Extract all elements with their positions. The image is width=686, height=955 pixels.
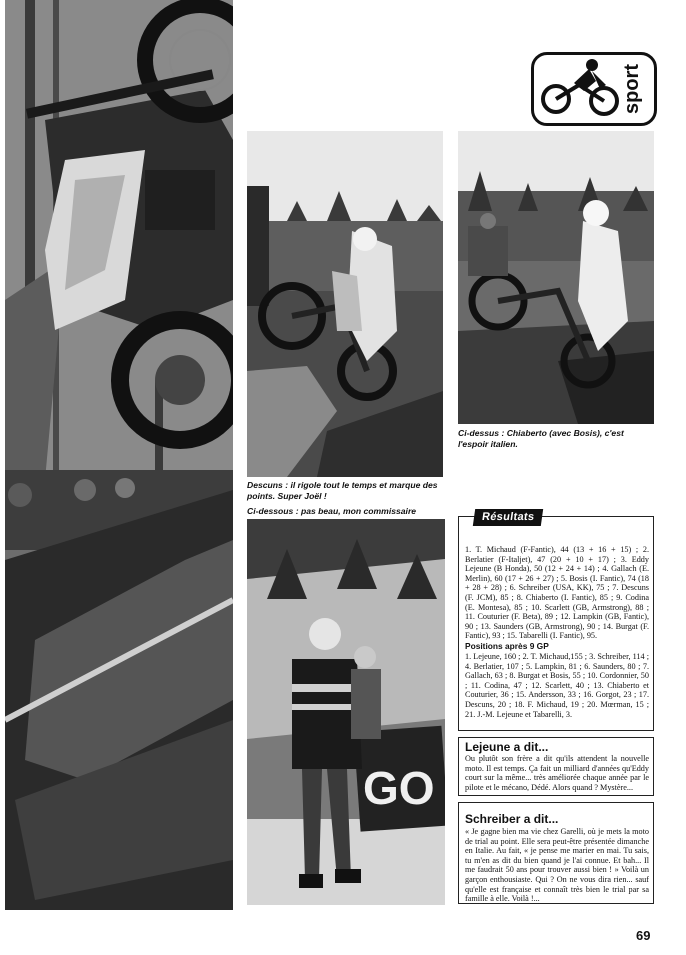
rider-descuns-rocks-photo xyxy=(247,131,443,477)
lejeune-text: Ou plutôt son frère a dit qu'ils attendent la nouvelle moto. Il est temps. Ça fait un milliard d'années qu'Eddy court sur la même... très améliorée chaque année par le pilote et le mécano, Dédé. Alors quand ? Mystère... xyxy=(465,754,649,792)
sport-logo xyxy=(531,52,657,126)
caption-commissaire: Ci-dessous : pas beau, mon commissaire xyxy=(247,506,417,516)
lejeune-title: Lejeune a dit... xyxy=(465,740,549,754)
results-text: 1. T. Michaud (F-Fantic), 44 (13 + 16 + 15) ; 2. Berlatier (F-Italjet), 47 (20 + 10 + 17) ; 3. Eddy Lejeune (B Honda), 50 (12 + 24 + 14) ; 4. Gallach (E. Merlin), 60 (17 + 26 + 27) ; 5. Bosis (I. Fantic), 74 (18 + 28 + 28) ; 6. Schreiber (USA, KK), 75 ; 7. Descuns (F. JCM), 85 ; 8. Chiaberto (I. Fantic), 85 ; 9. Codina (E. Montesa), 85 ; 10. Scarlett (GB, Armstrong), 88 ; 11. Couturier (F. Beta), 89 ; 12. Lampkin (GB, Fantic), 90 ; 13. Saunders (GB, Armstrong), 90 ; 14. Burgat (F. Fantic), 93 ; 15. Tabarelli (I. Fantic), 95. xyxy=(465,545,649,641)
trial-bike-rider-icon xyxy=(543,59,617,114)
results-title: Résultats xyxy=(473,509,544,526)
schreiber-title: Schreiber a dit... xyxy=(465,812,559,826)
schreiber-text: « Je gagne bien ma vie chez Garelli, où je mets la moto de trial au point. Elle sera peut-être présentée dimanche en Italie. Au fait, « je pense me marier en mai. Tu sais, tu m'en as dit du bien quand je l'ai connue. Et bah... Il me faudrait 50 ans pour trouver aussi bien ! » Voilà un garçon enthousiaste. Qui ? On ne vous dira rien... sauf qu'elle est française et connaît très bien le trial par sa famille à elle. Voilà !... xyxy=(465,827,649,904)
motorcycle-trial-jump-photo xyxy=(5,0,233,910)
caption-chiaberto: Ci-dessus : Chiaberto (avec Bosis), c'est l'espoir italien. xyxy=(458,428,624,449)
logo-word: sport xyxy=(621,64,643,114)
positions-title: Positions après 9 GP xyxy=(465,641,549,651)
caption-descuns: Descuns : il rigole tout le temps et marque des points. Super Joël ! xyxy=(247,480,438,501)
positions-text: 1. Lejeune, 160 ; 2. T. Michaud,155 ; 3. Schreiber, 114 ; 4. Berlatier, 107 ; 5. Lampkin, 81 ; 6. Saunders, 80 ; 7. Gallach, 63 ; 8. Burgat et Bosis, 55 ; 10. Cordonnier, 50 ; 11. Codina, 47 ; 12. Scarlett, 40 ; 13. Chiaberto et Couturier, 36 ; 15. Andersson, 33 ; 16. Gorgot, 23 ; 17. Descuns, 20 ; 18. F. Michaud, 19 ; 20. Mœrman, 15 ; 21. J.-M. Lejeune et Tabarelli, 3. xyxy=(465,652,649,719)
rider-chiaberto-rocks-photo xyxy=(458,131,654,424)
rider-lejeune-portrait-photo xyxy=(247,519,445,905)
page-number: 69 xyxy=(636,928,651,943)
banner-text: GO xyxy=(363,762,435,814)
